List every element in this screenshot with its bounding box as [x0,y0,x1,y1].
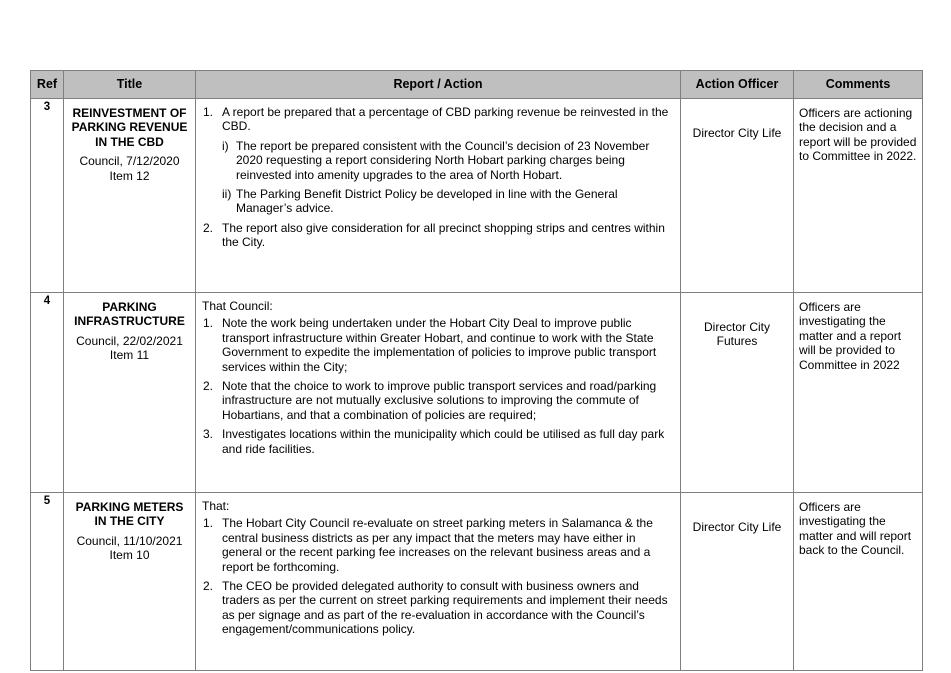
action-list [202,516,674,636]
table-row [31,99,923,293]
row-item: Item 11 [109,348,150,363]
row-action-officer: Director City Life [681,99,794,293]
action-number: 2. [203,379,214,394]
action-number: 1. [203,105,214,119]
action-number: 2. [203,220,214,235]
sub-action-list [222,139,674,216]
row-ref: 3 [31,99,64,293]
row-item: Item 10 [109,548,150,563]
table-header-row [31,71,923,99]
action-number: 3. [203,427,214,442]
sub-action-number: i) [222,138,229,153]
table-row [31,493,923,671]
action-text: Note the work being undertaken under the Hobart City Deal to improve public transport infrastructure within Greater Hobart, and continue to work with the State Government to expedite the implementation of policies to improve public transport services within the City; [222,316,657,374]
sub-action-text: The report be prepared consistent with the Council’s decision of 23 November 2020 requesting a report considering North Hobart parking charges being reinvested into amenity upgrades to the area of North Hobart. [236,138,650,182]
action-text: A report be prepared that a percentage of CBD parking revenue be reinvested in the CBD. [222,105,669,134]
row-report-cell [196,493,681,671]
row-title-cell [64,99,196,293]
sub-action-number: ii) [222,187,232,202]
row-comments: Officers are actioning the decision and a report will be provided to Committee in 2022. [794,99,923,293]
action-number: 1. [203,516,214,531]
action-table [30,70,923,671]
row-meeting: Council, 11/10/2021 [76,533,183,548]
action-intro: That: [202,499,230,513]
header-ref: Ref [31,71,64,99]
action-text: Investigates locations within the municipality which could be utilised as full day park and ride facilities. [222,427,665,456]
row-meeting: Council, 22/02/2021 [76,333,183,348]
action-text: Note that the choice to work to improve public transport services and road/parking infrastructure are not mutually exclusive solutions to improving the commute of Hobartians, and that a combination of policies are required; [222,379,657,422]
action-item [202,105,674,216]
row-report-cell [196,99,681,293]
header-title: Title [64,71,196,99]
row-ref: 4 [31,293,64,493]
action-item [202,316,674,374]
header-action-officer: Action Officer [681,71,794,99]
action-number: 1. [203,316,214,331]
action-item [202,221,674,250]
action-text: The report also give consideration for all precinct shopping strips and centres within the City. [222,220,665,250]
sub-action-text: The Parking Benefit District Policy be developed in line with the General Manager’s advice. [236,187,618,216]
action-list [202,105,674,250]
table-row [31,293,923,493]
row-ref: 5 [31,493,64,671]
row-action-officer: Director City Futures [681,293,794,493]
header-comments: Comments [794,71,923,99]
row-action-officer: Director City Life [681,493,794,671]
row-comments: Officers are investigating the matter and will report back to the Council. [794,493,923,671]
action-item [202,516,674,574]
action-item [202,579,674,637]
row-meeting: Council, 7/12/2020 [79,154,180,169]
row-title-heading: PARKING METERS IN THE CITY [75,500,184,529]
row-comments: Officers are investigating the matter and a report will be provided to Committee in 2022 [794,293,923,493]
sub-action-item [222,139,674,182]
header-report-action: Report / Action [196,71,681,99]
row-title-cell [64,293,196,493]
row-title-heading: PARKING INFRASTRUCTURE [74,300,185,329]
sub-action-item [222,187,674,216]
row-title-heading: REINVESTMENT OF PARKING REVENUE IN THE CBD [71,106,188,149]
action-text: The CEO be provided delegated authority to consult with business owners and traders as per the current on street parking requirements and implement their needs as per signage and as part of the re-evaluation in accordance with the Council’s engagement/communications policy. [222,579,668,637]
action-intro: That Council: [202,299,273,313]
action-item [202,427,674,456]
action-number: 2. [203,579,214,594]
action-list [202,316,674,456]
action-text: The Hobart City Council re-evaluate on street parking meters in Salamanca & the central business districts as per any impact that the meters may have either in general or the recent parking fee increases on the relevant business areas and a report be forthcoming. [222,516,653,574]
row-report-cell [196,293,681,493]
row-title-cell [64,493,196,671]
row-item: Item 12 [109,168,150,183]
action-item [202,379,674,422]
